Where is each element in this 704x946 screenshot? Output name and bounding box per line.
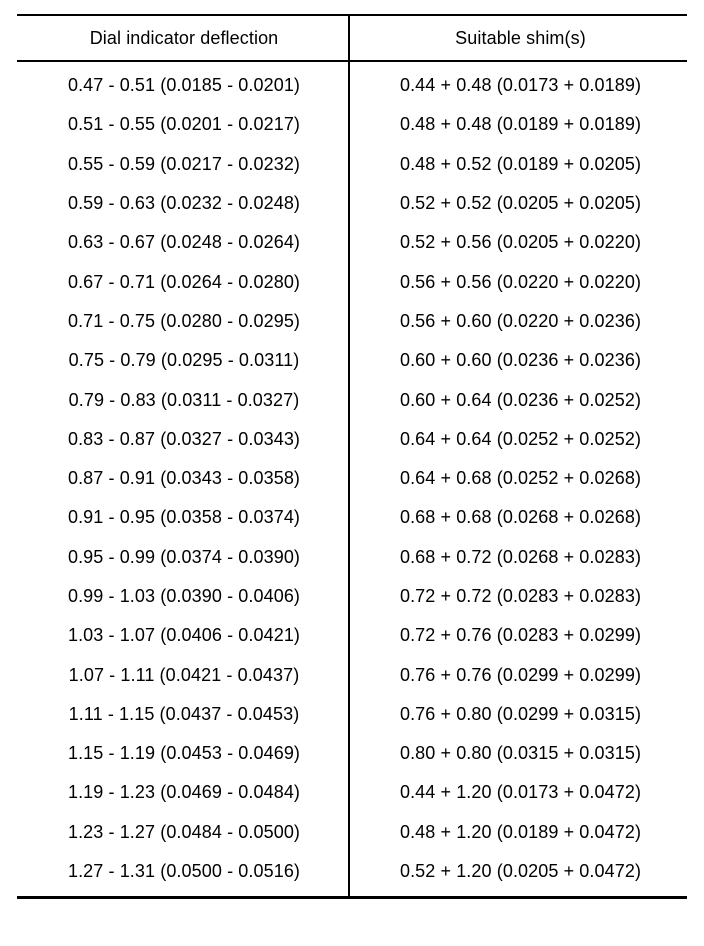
deflection-cell: 1.07 - 1.11 (0.0421 - 0.0437) (68, 664, 300, 685)
table-row (17, 262, 687, 301)
table-row (17, 773, 687, 812)
deflection-cell: 0.91 - 0.95 (0.0358 - 0.0374) (67, 507, 301, 528)
table-row (17, 538, 687, 577)
table-bottom-rule (17, 896, 687, 899)
deflection-cell: 0.83 - 0.87 (0.0327 - 0.0343) (67, 428, 301, 449)
deflection-cell: 1.11 - 1.15 (0.0437 - 0.0453) (68, 703, 300, 724)
table-row (17, 498, 687, 537)
deflection-cell: 1.27 - 1.31 (0.0500 - 0.0516) (67, 861, 301, 882)
deflection-cell: 1.23 - 1.27 (0.0484 - 0.0500) (67, 821, 301, 842)
shim-cell: 0.60 + 0.60 (0.0236 + 0.0236) (399, 350, 642, 371)
deflection-cell: 0.99 - 1.03 (0.0390 - 0.0406) (67, 586, 301, 606)
table-row (17, 813, 687, 852)
shim-cell: 0.44 + 0.48 (0.0173 + 0.0189) (399, 75, 642, 96)
header-suitable-shims: Suitable shim(s) (455, 27, 586, 48)
table-row (17, 577, 687, 616)
shim-cell: 0.64 + 0.68 (0.0252 + 0.0268) (399, 468, 642, 489)
table-grid (17, 16, 687, 896)
table-row (17, 852, 687, 891)
deflection-cell: 0.79 - 0.83 (0.0311 - 0.0327) (68, 389, 300, 410)
table-row (17, 695, 687, 734)
shim-table (17, 14, 687, 899)
deflection-cell: 0.95 - 0.99 (0.0374 - 0.0390) (67, 546, 301, 567)
shim-cell: 0.68 + 0.72 (0.0268 + 0.0283) (399, 546, 642, 567)
shim-cell: 0.48 + 1.20 (0.0189 + 0.0472) (399, 821, 642, 842)
deflection-cell: 0.75 - 0.79 (0.0295 - 0.0311) (68, 350, 300, 371)
table-body (17, 66, 687, 891)
deflection-cell: 1.19 - 1.23 (0.0469 - 0.0484) (67, 782, 301, 803)
column-divider (348, 16, 350, 896)
shim-cell: 0.72 + 0.76 (0.0283 + 0.0299) (399, 625, 642, 646)
deflection-cell: 0.51 - 0.55 (0.0201 - 0.0217) (67, 114, 301, 135)
shim-cell: 0.52 + 0.56 (0.0205 + 0.0220) (399, 232, 642, 253)
deflection-cell: 0.71 - 0.75 (0.0280 - 0.0295) (67, 310, 301, 331)
shim-cell: 0.64 + 0.64 (0.0252 + 0.0252) (399, 428, 642, 449)
shim-cell: 0.80 + 0.80 (0.0315 + 0.0315) (399, 743, 642, 764)
shim-cell: 0.68 + 0.68 (0.0268 + 0.0268) (399, 507, 642, 528)
shim-cell: 0.56 + 0.56 (0.0220 + 0.0220) (399, 271, 642, 292)
table-row (17, 380, 687, 419)
table-header-row (17, 16, 687, 60)
shim-cell: 0.48 + 0.52 (0.0189 + 0.0205) (399, 153, 642, 174)
deflection-cell: 0.87 - 0.91 (0.0343 - 0.0358) (67, 468, 301, 489)
shim-cell: 0.52 + 0.52 (0.0205 + 0.0205) (399, 193, 642, 214)
deflection-cell: 1.03 - 1.07 (0.0406 - 0.0421) (67, 625, 301, 646)
deflection-cell: 0.63 - 0.67 (0.0248 - 0.0264) (67, 232, 301, 253)
shim-cell: 0.76 + 0.76 (0.0299 + 0.0299) (399, 664, 642, 685)
shim-cell: 0.48 + 0.48 (0.0189 + 0.0189) (399, 114, 642, 135)
table-row (17, 420, 687, 459)
shim-cell: 0.60 + 0.64 (0.0236 + 0.0252) (399, 389, 642, 410)
shim-cell: 0.44 + 1.20 (0.0173 + 0.0472) (399, 782, 642, 803)
deflection-cell: 0.55 - 0.59 (0.0217 - 0.0232) (67, 153, 301, 174)
table-row (17, 184, 687, 223)
shim-cell: 0.52 + 1.20 (0.0205 + 0.0472) (399, 861, 642, 882)
deflection-cell: 0.67 - 0.71 (0.0264 - 0.0280) (67, 271, 301, 292)
deflection-cell: 0.47 - 0.51 (0.0185 - 0.0201) (67, 75, 301, 96)
deflection-cell: 1.15 - 1.19 (0.0453 - 0.0469) (67, 743, 301, 764)
deflection-cell: 0.59 - 0.63 (0.0232 - 0.0248) (67, 193, 301, 214)
shim-cell: 0.56 + 0.60 (0.0220 + 0.0236) (399, 310, 642, 331)
header-dial-indicator-deflection: Dial indicator deflection (89, 27, 279, 48)
table-row (17, 66, 687, 105)
table-row (17, 341, 687, 380)
table-row (17, 145, 687, 184)
table-row (17, 655, 687, 694)
table-row (17, 223, 687, 262)
shim-cell: 0.72 + 0.72 (0.0283 + 0.0283) (399, 586, 642, 606)
table-row (17, 105, 687, 144)
table-row (17, 734, 687, 773)
table-row (17, 459, 687, 498)
shim-cell: 0.76 + 0.80 (0.0299 + 0.0315) (399, 703, 642, 724)
table-row (17, 616, 687, 655)
table-row (17, 302, 687, 341)
